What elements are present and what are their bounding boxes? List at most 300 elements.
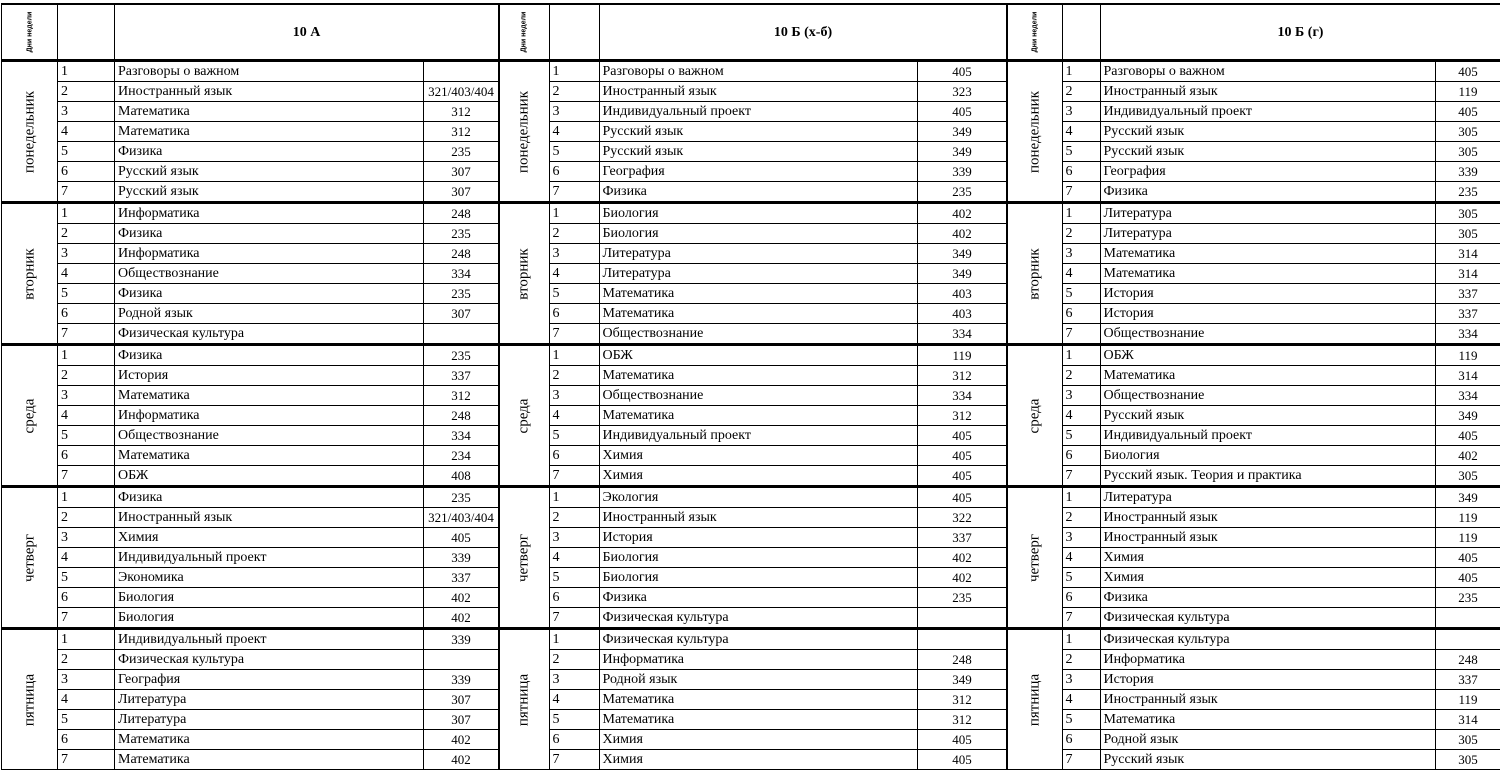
lesson-number: 5	[1062, 568, 1100, 588]
room-cell: 312	[424, 102, 499, 122]
lesson-row	[2, 102, 499, 122]
room-cell: 402	[424, 730, 499, 750]
subject-cell: Русский язык	[115, 182, 424, 203]
room-cell: 349	[917, 670, 1007, 690]
lesson-row	[1007, 406, 1500, 426]
lesson-number: 7	[549, 608, 599, 629]
subject-cell: Математика	[599, 284, 917, 304]
subject-cell: Разговоры о важном	[115, 61, 424, 82]
lesson-row	[1007, 102, 1500, 122]
lesson-number: 4	[549, 406, 599, 426]
lesson-number: 1	[549, 629, 599, 650]
room-cell: 248	[424, 203, 499, 224]
lesson-row	[2, 730, 499, 750]
subject-cell: История	[115, 366, 424, 386]
room-cell: 305	[1435, 203, 1500, 224]
subject-cell: Биология	[115, 608, 424, 629]
lesson-number: 1	[58, 203, 115, 224]
lesson-number: 3	[58, 528, 115, 548]
lesson-row	[499, 650, 1007, 670]
subject-cell: Иностранный язык	[1100, 82, 1435, 102]
subject-cell: Иностранный язык	[115, 508, 424, 528]
subject-cell: Биология	[599, 224, 917, 244]
lesson-row	[1007, 750, 1500, 770]
lesson-number: 3	[549, 102, 599, 122]
room-cell: 119	[1435, 690, 1500, 710]
lesson-number: 2	[549, 650, 599, 670]
room-cell: 119	[917, 345, 1007, 366]
subject-cell: Обществознание	[1100, 324, 1435, 345]
lesson-row	[1007, 182, 1500, 203]
subject-cell: Обществознание	[1100, 386, 1435, 406]
room-cell: 248	[424, 244, 499, 264]
lesson-number: 2	[58, 224, 115, 244]
lesson-row	[499, 670, 1007, 690]
lesson-number: 7	[549, 182, 599, 203]
class-timetable	[1, 3, 499, 770]
lesson-row	[499, 304, 1007, 324]
room-cell: 349	[1435, 406, 1500, 426]
subject-cell: Литература	[1100, 224, 1435, 244]
subject-cell: Математика	[115, 102, 424, 122]
room-cell: 235	[424, 224, 499, 244]
room-cell: 403	[917, 304, 1007, 324]
lesson-row	[1007, 224, 1500, 244]
day-label: понедельник	[1026, 90, 1043, 173]
subject-cell: Физическая культура	[1100, 608, 1435, 629]
room-cell: 321/403/404	[424, 508, 499, 528]
lesson-number: 4	[58, 264, 115, 284]
lesson-row	[499, 122, 1007, 142]
lesson-number: 3	[1062, 102, 1100, 122]
subject-cell: Обществознание	[115, 426, 424, 446]
lesson-number: 5	[549, 710, 599, 730]
lesson-row	[1007, 366, 1500, 386]
room-cell: 334	[1435, 386, 1500, 406]
subject-cell: Физическая культура	[115, 650, 424, 670]
room-cell: 402	[424, 750, 499, 770]
lesson-row	[499, 162, 1007, 182]
lesson-number: 2	[58, 508, 115, 528]
lesson-row	[2, 690, 499, 710]
room-cell: 402	[424, 608, 499, 629]
room-cell: 337	[1435, 284, 1500, 304]
lesson-row	[499, 386, 1007, 406]
lesson-number: 7	[1062, 608, 1100, 629]
room-cell: 405	[1435, 61, 1500, 82]
room-cell: 402	[917, 224, 1007, 244]
day-label: пятница	[21, 673, 37, 726]
lesson-row	[1007, 710, 1500, 730]
subject-cell: Индивидуальный проект	[1100, 102, 1435, 122]
room-cell: 405	[1435, 568, 1500, 588]
lesson-row	[2, 446, 499, 466]
subject-cell: Математика	[1100, 366, 1435, 386]
subject-cell: Иностранный язык	[1100, 528, 1435, 548]
lesson-row	[499, 629, 1007, 650]
room-cell: 339	[1435, 162, 1500, 182]
lesson-number: 6	[549, 730, 599, 750]
subject-cell: Математика	[1100, 710, 1435, 730]
room-cell: 321/403/404	[424, 82, 499, 102]
subject-cell: Химия	[1100, 548, 1435, 568]
lesson-row	[2, 203, 499, 224]
lesson-number: 6	[1062, 446, 1100, 466]
subject-cell: Русский язык	[1100, 406, 1435, 426]
room-cell: 307	[424, 710, 499, 730]
lesson-number: 6	[1062, 588, 1100, 608]
lesson-row	[2, 629, 499, 650]
room-cell: 307	[424, 162, 499, 182]
lesson-number: 7	[1062, 324, 1100, 345]
lesson-number: 1	[549, 487, 599, 508]
subject-cell: Математика	[599, 366, 917, 386]
room-cell: 235	[424, 345, 499, 366]
subject-cell: Обществознание	[599, 386, 917, 406]
header-row	[2, 4, 499, 61]
lesson-number: 5	[549, 142, 599, 162]
class-section	[1006, 3, 1500, 767]
room-cell: 339	[424, 548, 499, 568]
lesson-row	[2, 466, 499, 487]
subject-cell: Биология	[115, 588, 424, 608]
day-label-cell	[1007, 629, 1062, 770]
lesson-number: 6	[58, 446, 115, 466]
day-label-cell	[1007, 203, 1062, 345]
lesson-number: 1	[58, 61, 115, 82]
room-cell: 314	[1435, 244, 1500, 264]
room-cell: 119	[1435, 82, 1500, 102]
lesson-number: 5	[58, 284, 115, 304]
room-cell: 402	[917, 203, 1007, 224]
class-name-header: 10 А	[115, 4, 499, 61]
day-label: четверг	[1026, 533, 1043, 582]
subject-cell: Экология	[599, 487, 917, 508]
lesson-row	[499, 224, 1007, 244]
lesson-number: 2	[58, 82, 115, 102]
room-cell: 405	[917, 102, 1007, 122]
subject-cell: ОБЖ	[115, 466, 424, 487]
lesson-number-header	[58, 4, 115, 61]
lesson-number: 2	[1062, 366, 1100, 386]
subject-cell: Индивидуальный проект	[115, 629, 424, 650]
lesson-row	[2, 386, 499, 406]
room-cell: 235	[1435, 182, 1500, 203]
lesson-number-header	[1062, 4, 1100, 61]
lesson-number: 4	[1062, 406, 1100, 426]
lesson-number: 2	[1062, 224, 1100, 244]
lesson-number: 7	[58, 750, 115, 770]
lesson-number: 2	[549, 82, 599, 102]
lesson-row	[2, 345, 499, 366]
lesson-row	[499, 244, 1007, 264]
room-cell: 334	[424, 426, 499, 446]
subject-cell: Русский язык	[599, 122, 917, 142]
lesson-row	[1007, 203, 1500, 224]
lesson-row	[1007, 730, 1500, 750]
lesson-number: 7	[58, 466, 115, 487]
lesson-row	[2, 588, 499, 608]
lesson-row	[499, 508, 1007, 528]
lesson-number: 4	[1062, 548, 1100, 568]
room-cell: 339	[424, 670, 499, 690]
subject-cell: Химия	[115, 528, 424, 548]
lesson-number: 6	[58, 162, 115, 182]
room-cell: 405	[917, 426, 1007, 446]
subject-cell: Обществознание	[599, 324, 917, 345]
lesson-row	[499, 568, 1007, 588]
lesson-row	[499, 345, 1007, 366]
room-cell: 405	[917, 750, 1007, 770]
subject-cell: Химия	[599, 466, 917, 487]
lesson-row	[499, 446, 1007, 466]
lesson-number: 7	[58, 608, 115, 629]
header-row	[499, 4, 1007, 61]
day-column-header	[1007, 4, 1062, 61]
day-label-cell	[1007, 487, 1062, 629]
subject-cell: Физика	[599, 588, 917, 608]
room-cell: 405	[1435, 102, 1500, 122]
lesson-row	[2, 324, 499, 345]
lesson-number: 4	[58, 690, 115, 710]
lesson-number: 6	[1062, 730, 1100, 750]
lesson-row	[1007, 122, 1500, 142]
lesson-row	[1007, 629, 1500, 650]
subject-cell: Математика	[115, 446, 424, 466]
room-cell: 119	[1435, 528, 1500, 548]
lesson-number: 3	[1062, 528, 1100, 548]
lesson-number: 6	[58, 588, 115, 608]
day-label-cell	[499, 629, 549, 770]
room-cell: 339	[424, 629, 499, 650]
subject-cell: Русский язык	[115, 162, 424, 182]
lesson-number: 6	[58, 304, 115, 324]
subject-cell: ОБЖ	[1100, 345, 1435, 366]
subject-cell: География	[1100, 162, 1435, 182]
room-cell: 337	[1435, 670, 1500, 690]
lesson-number-header	[549, 4, 599, 61]
subject-cell: Математика	[115, 386, 424, 406]
lesson-number: 4	[549, 548, 599, 568]
lesson-row	[499, 61, 1007, 82]
subject-cell: Химия	[1100, 568, 1435, 588]
lesson-row	[499, 690, 1007, 710]
subject-cell: Иностранный язык	[599, 508, 917, 528]
lesson-number: 3	[1062, 670, 1100, 690]
subject-cell: Математика	[115, 750, 424, 770]
room-cell: 248	[917, 650, 1007, 670]
day-label-cell	[1007, 61, 1062, 203]
subject-cell: Иностранный язык	[1100, 508, 1435, 528]
lesson-row	[499, 142, 1007, 162]
lesson-row	[1007, 650, 1500, 670]
subject-cell: География	[599, 162, 917, 182]
day-column-header	[499, 4, 549, 61]
lesson-number: 2	[1062, 508, 1100, 528]
subject-cell: Математика	[1100, 264, 1435, 284]
subject-cell: Обществознание	[115, 264, 424, 284]
room-cell: 405	[917, 466, 1007, 487]
room-cell: 307	[424, 304, 499, 324]
subject-cell: Математика	[599, 690, 917, 710]
room-cell: 305	[1435, 224, 1500, 244]
lesson-number: 1	[549, 61, 599, 82]
lesson-row	[1007, 690, 1500, 710]
day-label-cell	[2, 487, 58, 629]
lesson-row	[2, 608, 499, 629]
lesson-number: 7	[1062, 750, 1100, 770]
lesson-number: 4	[58, 406, 115, 426]
room-cell: 305	[1435, 750, 1500, 770]
lesson-number: 4	[1062, 264, 1100, 284]
room-cell: 334	[424, 264, 499, 284]
room-cell: 312	[917, 710, 1007, 730]
lesson-number: 5	[1062, 284, 1100, 304]
day-label-cell	[2, 345, 58, 487]
day-label: среда	[1026, 398, 1043, 433]
lesson-number: 1	[1062, 629, 1100, 650]
lesson-row	[499, 82, 1007, 102]
room-cell: 405	[424, 528, 499, 548]
lesson-number: 7	[58, 324, 115, 345]
lesson-number: 6	[1062, 304, 1100, 324]
lesson-row	[1007, 528, 1500, 548]
day-label: вторник	[1026, 247, 1043, 300]
lesson-number: 4	[549, 122, 599, 142]
lesson-row	[499, 730, 1007, 750]
lesson-row	[499, 324, 1007, 345]
lesson-row	[2, 406, 499, 426]
lesson-number: 6	[549, 588, 599, 608]
day-label-cell	[2, 629, 58, 770]
lesson-row	[2, 568, 499, 588]
class-name-header: 10 Б (г)	[1100, 4, 1500, 61]
day-label-cell	[2, 203, 58, 345]
lesson-number: 1	[58, 629, 115, 650]
room-cell: 349	[917, 142, 1007, 162]
lesson-number: 5	[549, 426, 599, 446]
lesson-number: 2	[58, 366, 115, 386]
lesson-row	[1007, 264, 1500, 284]
subject-cell: Русский язык	[1100, 122, 1435, 142]
subject-cell: Информатика	[599, 650, 917, 670]
subject-cell: Химия	[599, 750, 917, 770]
lesson-number: 4	[549, 690, 599, 710]
room-cell: 312	[917, 366, 1007, 386]
lesson-row	[499, 588, 1007, 608]
day-label-cell	[2, 61, 58, 203]
subject-cell: Математика	[115, 730, 424, 750]
subject-cell: Родной язык	[115, 304, 424, 324]
subject-cell: Биология	[599, 203, 917, 224]
lesson-row	[1007, 446, 1500, 466]
subject-cell: Физика	[1100, 182, 1435, 203]
room-cell: 235	[424, 487, 499, 508]
subject-cell: Иностранный язык	[1100, 690, 1435, 710]
subject-cell: Русский язык. Теория и практика	[1100, 466, 1435, 487]
day-column-header-label: Дни недели	[26, 11, 33, 53]
subject-cell: Физика	[115, 487, 424, 508]
lesson-row	[2, 264, 499, 284]
day-label: четверг	[515, 533, 532, 582]
lesson-number: 3	[549, 386, 599, 406]
lesson-number: 4	[58, 122, 115, 142]
subject-cell: Индивидуальный проект	[599, 102, 917, 122]
room-cell: 312	[917, 406, 1007, 426]
lesson-row	[499, 528, 1007, 548]
room-cell	[917, 608, 1007, 629]
subject-cell: Литература	[1100, 203, 1435, 224]
day-label: среда	[21, 398, 37, 433]
room-cell: 314	[1435, 710, 1500, 730]
lesson-row	[2, 182, 499, 203]
lesson-number: 5	[58, 710, 115, 730]
day-column-header	[2, 4, 58, 61]
room-cell: 305	[1435, 122, 1500, 142]
lesson-row	[499, 426, 1007, 446]
lesson-row	[1007, 466, 1500, 487]
lesson-row	[2, 162, 499, 182]
lesson-number: 2	[58, 650, 115, 670]
subject-cell: Русский язык	[1100, 142, 1435, 162]
lesson-number: 5	[58, 426, 115, 446]
lesson-row	[2, 142, 499, 162]
room-cell: 337	[424, 366, 499, 386]
lesson-number: 1	[58, 487, 115, 508]
room-cell: 119	[1435, 345, 1500, 366]
class-timetable	[498, 3, 1008, 770]
lesson-row	[1007, 588, 1500, 608]
lesson-number: 1	[1062, 487, 1100, 508]
room-cell: 405	[917, 730, 1007, 750]
room-cell: 235	[917, 182, 1007, 203]
lesson-row	[2, 710, 499, 730]
lesson-number: 3	[549, 670, 599, 690]
lesson-row	[1007, 244, 1500, 264]
subject-cell: Родной язык	[1100, 730, 1435, 750]
room-cell: 312	[424, 386, 499, 406]
day-label-cell	[499, 203, 549, 345]
subject-cell: История	[1100, 284, 1435, 304]
subject-cell: Биология	[1100, 446, 1435, 466]
subject-cell: Математика	[1100, 244, 1435, 264]
lesson-number: 1	[1062, 203, 1100, 224]
room-cell: 314	[1435, 366, 1500, 386]
lesson-row	[499, 406, 1007, 426]
lesson-number: 7	[1062, 182, 1100, 203]
lesson-row	[499, 284, 1007, 304]
lesson-row	[2, 284, 499, 304]
room-cell: 314	[1435, 264, 1500, 284]
lesson-number: 1	[549, 203, 599, 224]
lesson-row	[499, 710, 1007, 730]
subject-cell: Иностранный язык	[599, 82, 917, 102]
subject-cell: Информатика	[1100, 650, 1435, 670]
subject-cell: Информатика	[115, 244, 424, 264]
room-cell: 305	[1435, 730, 1500, 750]
lesson-row	[499, 608, 1007, 629]
lesson-number: 5	[58, 142, 115, 162]
room-cell: 334	[917, 386, 1007, 406]
room-cell: 119	[1435, 508, 1500, 528]
lesson-number: 1	[58, 345, 115, 366]
room-cell: 337	[1435, 304, 1500, 324]
lesson-row	[2, 426, 499, 446]
day-label: понедельник	[21, 90, 37, 173]
room-cell: 334	[917, 324, 1007, 345]
lesson-row	[1007, 304, 1500, 324]
subject-cell: Биология	[599, 568, 917, 588]
